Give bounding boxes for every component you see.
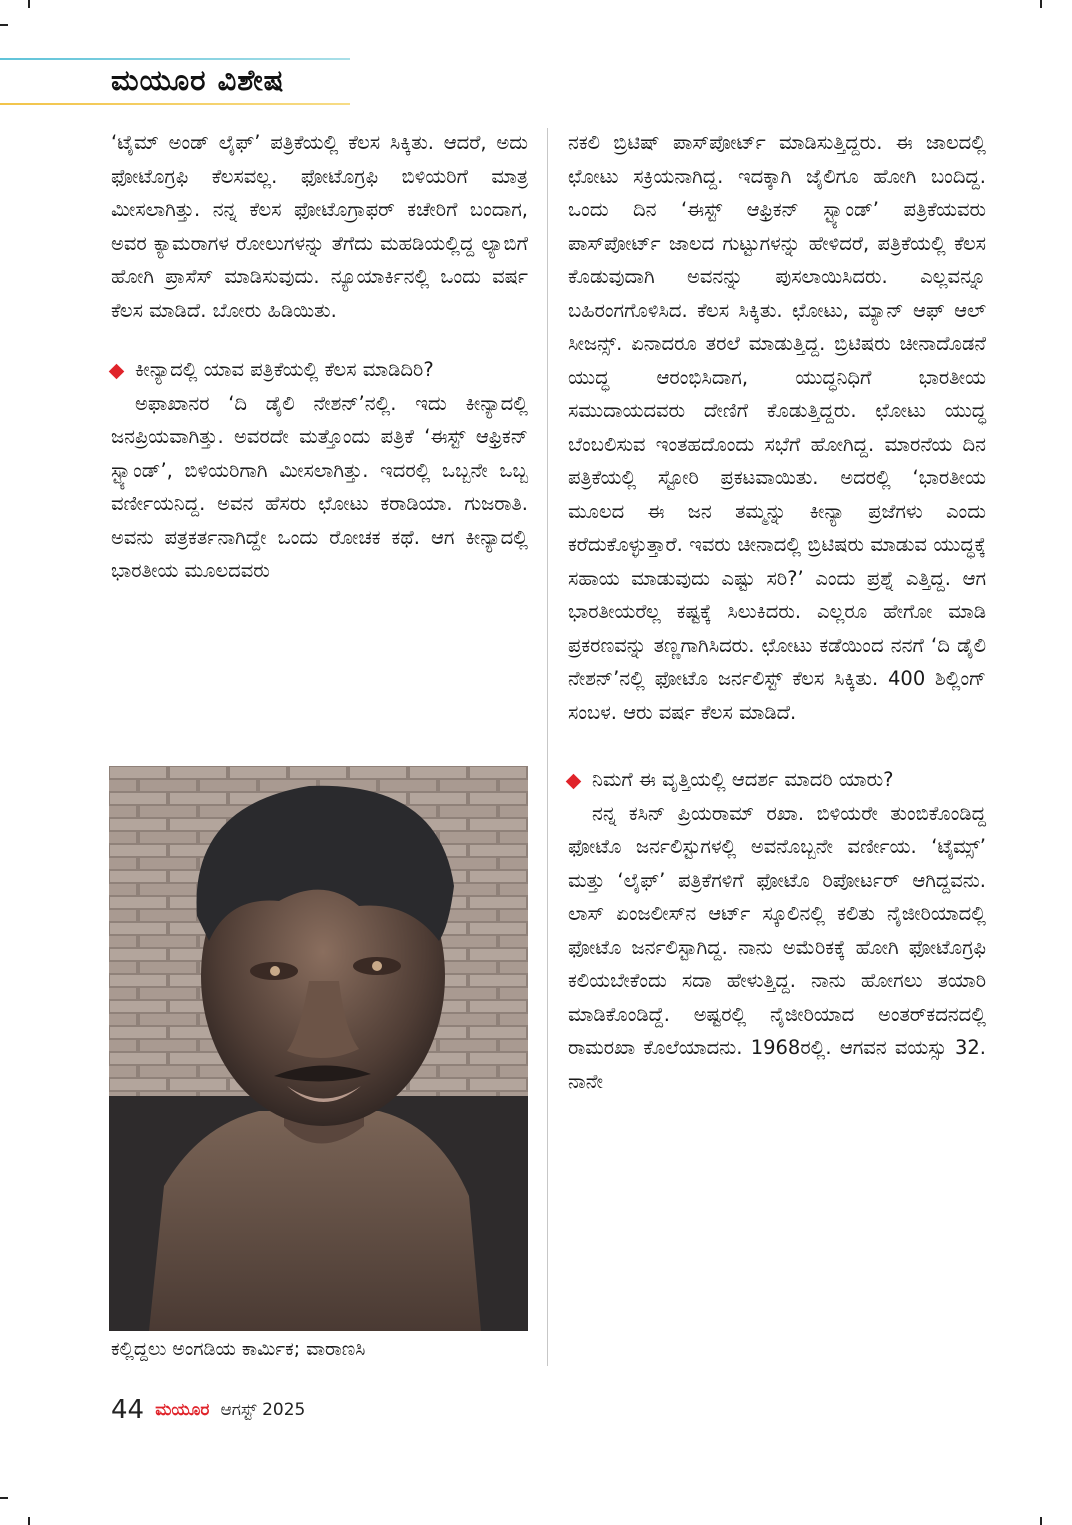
crop-mark-br (1040, 1517, 1042, 1525)
crop-mark-tl-h (0, 24, 8, 26)
worker-photo (109, 766, 528, 1331)
header-rule-bottom (0, 103, 350, 105)
crop-mark-tl (28, 0, 30, 8)
question-1-text: ಕೀನ್ಯಾದಲ್ಲಿ ಯಾವ ಪತ್ರಿಕೆಯಲ್ಲಿ ಕೆಲಸ ಮಾಡಿದಿರಿ? (135, 358, 434, 381)
question-1 (111, 353, 528, 387)
page-number: 44 (111, 1395, 145, 1425)
crop-mark-bl (28, 1517, 30, 1525)
issue-date: ಆಗಸ್ಟ್ 2025 (220, 1400, 306, 1420)
right-column (568, 126, 986, 1098)
question-2 (568, 763, 986, 797)
crop-mark-bl-h (0, 1497, 8, 1499)
header-rule-top (0, 58, 350, 60)
question-2-text: ನಿಮಗೆ ಈ ವೃತ್ತಿಯಲ್ಲಿ ಆದರ್ಶ ಮಾದರಿ ಯಾರು? (592, 768, 894, 791)
diamond-bullet-icon (566, 774, 582, 790)
diamond-bullet-icon (109, 364, 125, 380)
continued-paragraph: ನಕಲಿ ಬ್ರಿಟಿಷ್ ಪಾಸ್‌ಪೋರ್ಟ್ ಮಾಡಿಸುತ್ತಿದ್ದರು. ಈ ಜಾಲದಲ್ಲಿ ಛೋಟು ಸಕ್ರಿಯನಾಗಿದ್ದ. ಇದಕ್ಕಾಗಿ ಜೈಲಿಗೂ ಹೋಗಿ ಬಂದಿದ್ದ. ಒಂದು ದಿನ ‘ಈಸ್ಟ್ ಆಫ್ರಿಕನ್ ಸ್ಟ್ಯಾಂಡ್’ ಪತ್ರಿಕೆಯವರು ಪಾಸ್‌ಪೋರ್ಟ್ ಜಾಲದ ಗುಟ್ಟುಗಳನ್ನು ಹೇಳಿದರೆ, ಪತ್ರಿಕೆಯಲ್ಲಿ ಕೆಲಸ ಕೊಡುವುದಾಗಿ ಅವನನ್ನು ಪುಸಲಾಯಿಸಿದರು. ಎಲ್ಲವನ್ನೂ ಬಹಿರಂಗಗೊಳಿಸಿದ. ಕೆಲಸ ಸಿಕ್ಕಿತು. ಛೋಟು, ಮ್ಯಾನ್ ಆಫ್ ಆಲ್ ಸೀಜನ್ಸ್. ಏನಾದರೂ ತರಲೆ ಮಾಡುತ್ತಿದ್ದ. ಬ್ರಿಟಿಷರು ಚೀನಾದೊಡನೆ ಯುದ್ಧ ಆರಂಭಿಸಿದಾಗ, ಯುದ್ಧನಿಧಿಗೆ ಭಾರತೀಯ ಸಮುದಾಯದವರು ದೇಣಿಗೆ ಕೊಡುತ್ತಿದ್ದರು. ಛೋಟು ಯುದ್ಧ ಬೆಂಬಲಿಸುವ ಇಂತಹದೊಂದು ಸಭೆಗೆ ಹೋಗಿದ್ದ. ಮಾರನೆಯ ದಿನ ಪತ್ರಿಕೆಯಲ್ಲಿ ಸ್ಟೋರಿ ಪ್ರಕಟವಾಯಿತು. ಅದರಲ್ಲಿ ‘ಭಾರತೀಯ ಮೂಲದ ಈ ಜನ ತಮ್ಮನ್ನು ಕೀನ್ಯಾ ಪ್ರಜೆಗಳು ಎಂದು ಕರೆದುಕೊಳ್ಳುತ್ತಾರೆ. ಇವರು ಚೀನಾದಲ್ಲಿ ಬ್ರಿಟಿಷರು ಮಾಡುವ ಯುದ್ಧಕ್ಕೆ ಸಹಾಯ ಮಾಡುವುದು ಎಷ್ಟು ಸರಿ?’ ಎಂದು ಪ್ರಶ್ನೆ ಎತ್ತಿದ್ದ. ಆಗ ಭಾರತೀಯರೆಲ್ಲ ಕಷ್ಟಕ್ಕೆ ಸಿಲುಕಿದರು. ಎಲ್ಲರೂ ಹೇಗೋ ಮಾಡಿ ಪ್ರಕರಣವನ್ನು ತಣ್ಣಗಾಗಿಸಿದರು. ಛೋಟು ಕಡೆಯಿಂದ ನನಗೆ ‘ದಿ ಡೈಲಿ ನೇಶನ್’ನಲ್ಲಿ ಫೋಟೊ ಜರ್ನಲಿಸ್ಟ್ ಕೆಲಸ ಸಿಕ್ಕಿತು. 400 ಶಿಲ್ಲಿಂಗ್ ಸಂಬಳ. ಆರು ವರ್ಷ ಕೆಲಸ ಮಾಡಿದೆ. (568, 131, 986, 724)
photo-caption: ಕಲ್ಲಿದ್ದಲು ಅಂಗಡಿಯ ಕಾರ್ಮಿಕ; ವಾರಾಣಸಿ (111, 1338, 366, 1360)
section-title: ಮಯೂರ ವಿಶೇಷ (111, 63, 285, 97)
answer-2-paragraph: ನನ್ನ ಕಸಿನ್ ಪ್ರಿಯರಾಮ್ ರಖಾ. ಬಿಳಿಯರೇ ತುಂಬಿಕೊಂಡಿದ್ದ ಫೋಟೊ ಜರ್ನಲಿಸ್ಟುಗಳಲ್ಲಿ ಅವನೊಬ್ಬನೇ ವರ್ಣೀಯ. ‘ಟೈಮ್ಸ್’ ಮತ್ತು ‘ಲೈಫ್’ ಪತ್ರಿಕೆಗಳಿಗೆ ಫೋಟೊ ರಿಪೋರ್ಟರ್ ಆಗಿದ್ದವನು. ಲಾಸ್ ಏಂಜಲೀಸ್‌ನ ಆರ್ಟ್ ಸ್ಕೂಲಿನಲ್ಲಿ ಕಲಿತು ನೈಜೀರಿಯಾದಲ್ಲಿ ಫೋಟೊ ಜರ್ನಲಿಸ್ಟಾಗಿದ್ದ. ನಾನು ಅಮೆರಿಕಕ್ಕೆ ಹೋಗಿ ಫೋಟೊಗ್ರಫಿ ಕಲಿಯಬೇಕೆಂದು ಸದಾ ಹೇಳುತ್ತಿದ್ದ. ನಾನು ಹೋಗಲು ತಯಾರಿ ಮಾಡಿಕೊಂಡಿದ್ದೆ. ಅಷ್ಟರಲ್ಲಿ ನೈಜೀರಿಯಾದ ಅಂತರ್‌ಕದನದಲ್ಲಿ ರಾಮರಖಾ ಕೊಲೆಯಾದನು. 1968ರಲ್ಲಿ. ಆಗವನ ವಯಸ್ಸು 32. ನಾನೇ (568, 801, 986, 1093)
left-column (111, 126, 528, 588)
answer-1-paragraph: ಅಫಾಖಾನರ ‘ದಿ ಡೈಲಿ ನೇಶನ್’ನಲ್ಲಿ. ಇದು ಕೀನ್ಯಾದಲ್ಲಿ ಜನಪ್ರಿಯವಾಗಿತ್ತು. ಅವರದೇ ಮತ್ತೊಂದು ಪತ್ರಿಕೆ ‘ಈಸ್ಟ್ ಆಫ್ರಿಕನ್ ಸ್ಟ್ಯಾಂಡ್’, ಬಿಳಿಯರಿಗಾಗಿ ಮೀಸಲಾಗಿತ್ತು. ಇದರಲ್ಲಿ ಒಬ್ಬನೇ ಒಬ್ಬ ವರ್ಣೀಯನಿದ್ದ. ಅವನ ಹೆಸರು ಛೋಟು ಕರಾಡಿಯಾ. ಗುಜರಾತಿ. ಅವನು ಪತ್ರಕರ್ತನಾಗಿದ್ದೇ ಒಂದು ರೋಚಕ ಕಥೆ. ಆಗ ಕೀನ್ಯಾದಲ್ಲಿ ಭಾರತೀಯ ಮೂಲದವರು (111, 391, 528, 582)
magazine-logo: ಮಯೂರ (155, 1400, 210, 1420)
page-footer (111, 1395, 305, 1425)
worker-portrait-image (109, 766, 528, 1331)
crop-mark-tr (1040, 0, 1042, 8)
column-divider (547, 128, 548, 1366)
intro-paragraph: ‘ಟೈಮ್ ಅಂಡ್ ಲೈಫ್’ ಪತ್ರಿಕೆಯಲ್ಲಿ ಕೆಲಸ ಸಿಕ್ಕಿತು. ಆದರೆ, ಅದು ಫೋಟೊಗ್ರಫಿ ಕೆಲಸವಲ್ಲ. ಫೋಟೊಗ್ರಫಿ ಬಿಳಿಯರಿಗೆ ಮಾತ್ರ ಮೀಸಲಾಗಿತ್ತು. ನನ್ನ ಕೆಲಸ ಫೋಟೊಗ್ರಾಫರ್ ಕಚೇರಿಗೆ ಬಂದಾಗ, ಅವರ ಕ್ಯಾಮರಾಗಳ ರೋಲುಗಳನ್ನು ತೆಗೆದು ಮಹಡಿಯಲ್ಲಿದ್ದ ಲ್ಯಾಬಿಗೆ ಹೋಗಿ ಪ್ರಾಸೆಸ್ ಮಾಡಿಸುವುದು. ನ್ಯೂಯಾರ್ಕಿನಲ್ಲಿ ಒಂದು ವರ್ಷ ಕೆಲಸ ಮಾಡಿದೆ. ಬೋರು ಹಿಡಿಯಿತು. (111, 131, 528, 322)
